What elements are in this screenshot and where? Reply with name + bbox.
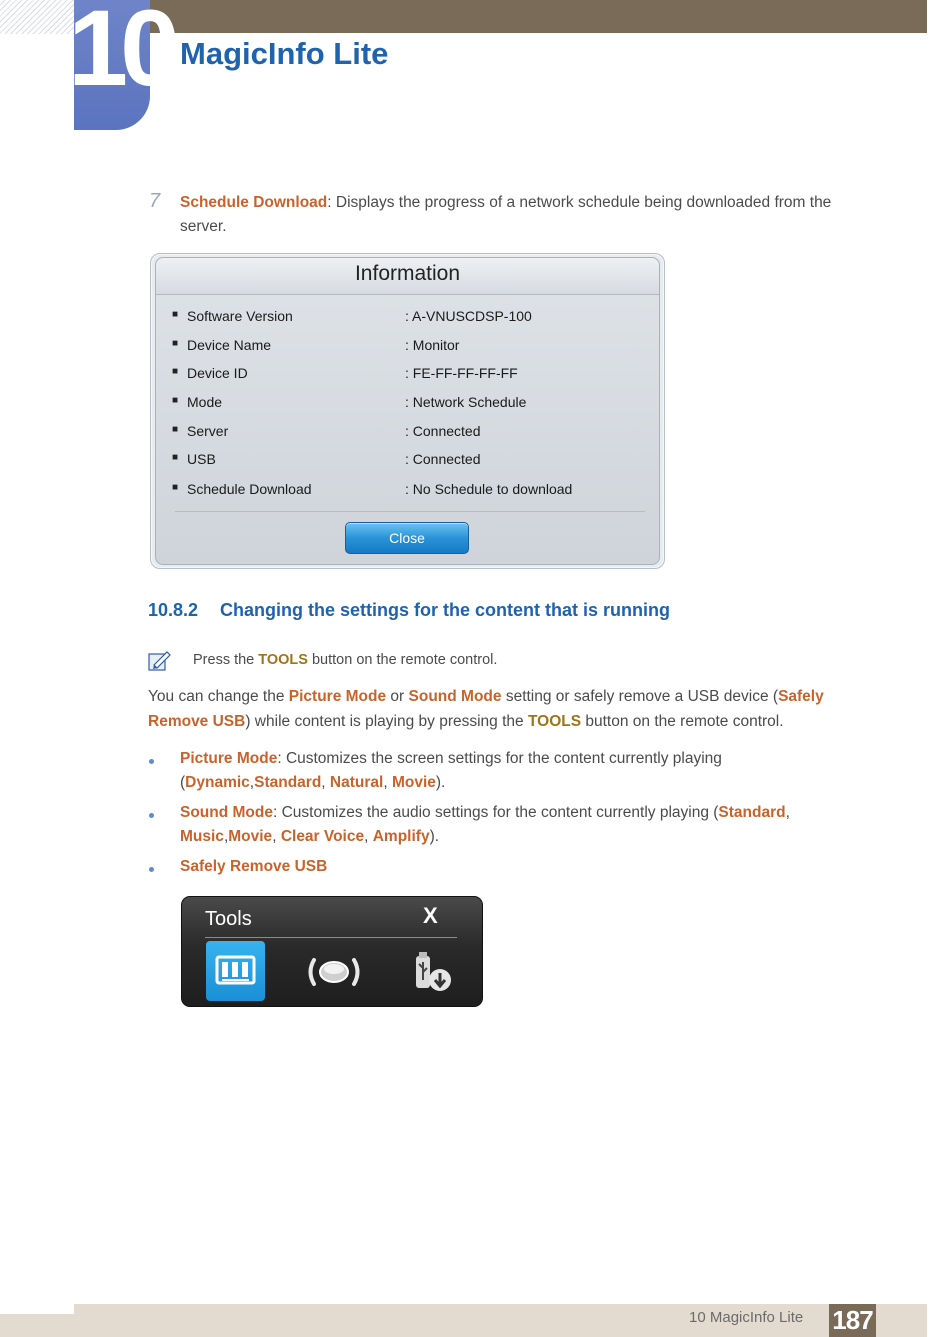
sound-mode-button[interactable] (305, 952, 363, 992)
info-row (172, 394, 642, 423)
bullet-icon: ■ (172, 482, 179, 494)
info-row-label: Device ID (187, 365, 248, 382)
info-row-value: : A-VNUSCDSP-100 (405, 308, 532, 324)
bullet-term: Picture Mode (180, 750, 278, 767)
term-picture-mode: Picture Mode (288, 688, 387, 705)
body-text: setting or safely remove a USB device ( (501, 688, 779, 705)
option-clear-voice: Clear Voice (280, 828, 365, 845)
note-pencil-icon (148, 650, 172, 672)
step-description (180, 191, 840, 239)
info-row-value: : FE-FF-FF-FF-FF (405, 365, 518, 382)
info-row (172, 365, 642, 394)
option-amplify: Amplify (372, 828, 430, 845)
bullet-icon: ■ (172, 452, 179, 464)
info-row-label: Mode (187, 394, 223, 411)
info-row-label: Software Version (187, 308, 293, 324)
info-row-label: Device Name (187, 336, 272, 353)
bullet-dot-icon (149, 867, 154, 872)
bullet-icon: ■ (172, 423, 179, 435)
info-row (172, 308, 642, 337)
info-row-value: : Monitor (405, 336, 460, 353)
safely-remove-usb-button[interactable] (410, 950, 455, 996)
info-row-value: : Connected (405, 451, 481, 468)
body-text: ) while content is playing by pressing the (245, 713, 528, 730)
tools-divider (205, 937, 457, 938)
bullet-dot-icon (149, 813, 154, 818)
info-row (172, 480, 642, 509)
note-prefix: Press the (193, 652, 259, 668)
body-text: or (386, 688, 409, 705)
step-text: : Displays the progress of a network schedule being downloaded from the (327, 194, 832, 211)
footer-left-bar (0, 1314, 74, 1337)
info-row (172, 423, 642, 452)
bullet-sound-mode: Sound Mode: Customizes the audio settings for the content currently playing (Standard, Music,Movie, Clear Voice, Amplify). (180, 804, 790, 845)
header-bar (150, 0, 927, 33)
bullet-picture-mode: Picture Mode: Customizes the screen settings for the content currently playing (Dynamic,Standard, Natural, Movie). (180, 750, 722, 791)
sound-mode-icon (305, 952, 363, 992)
bullet-icon: ■ (172, 395, 179, 407)
info-row (172, 451, 642, 480)
picture-mode-icon (206, 941, 265, 1001)
info-row-value: : No Schedule to download (405, 481, 573, 498)
term-sound-mode: Sound Mode (408, 688, 502, 705)
option-music: Music (180, 828, 224, 845)
section-title: Changing the settings for the content that is running (220, 600, 670, 620)
footer-chapter-label: 10 MagicInfo Lite (689, 1309, 804, 1326)
step-term: Schedule Download (180, 194, 328, 211)
term-remove-usb: Remove USB (148, 713, 246, 730)
note-key: TOOLS (258, 652, 308, 668)
bullet-icon: ■ (172, 337, 179, 349)
safely-remove-usb-icon (410, 950, 455, 996)
bullet-dot-icon (149, 759, 154, 764)
note-text (193, 648, 497, 672)
bullet-term: Sound Mode (180, 804, 273, 821)
bullet-term: Safely Remove USB (180, 858, 328, 875)
punct: ). (429, 828, 440, 845)
info-row-value: : Connected (405, 422, 481, 439)
step-number: 7 (149, 190, 161, 212)
option-dynamic: Dynamic (185, 774, 250, 791)
information-dialog-title: Information (354, 262, 461, 285)
bullet-text: : Customizes the audio settings for the content currently playing ( (273, 804, 719, 821)
info-row-label: Server (187, 422, 229, 439)
option-standard: Standard (254, 774, 322, 791)
step-text-cont: server. (180, 218, 227, 235)
close-icon[interactable]: X (423, 903, 438, 928)
bullet-icon: ■ (172, 309, 179, 320)
option-standard: Standard (718, 804, 786, 821)
section-number: 10.8.2 (148, 600, 199, 620)
info-row-label: Schedule Download (187, 481, 312, 498)
info-row-value: : Network Schedule (405, 394, 527, 411)
term-safely: Safely (778, 688, 824, 705)
page-number: 187 (829, 1304, 876, 1337)
tools-dialog-title: Tools (205, 908, 252, 930)
option-movie: Movie (391, 774, 436, 791)
body-text: You can change the (148, 688, 289, 705)
info-row (172, 337, 642, 366)
chapter-number: 10 (68, 0, 173, 108)
bullet-safely-remove-usb (180, 855, 327, 879)
chapter-title: MagicInfo Lite (180, 36, 389, 71)
punct: ( (180, 774, 186, 791)
info-row-label: USB (187, 451, 216, 468)
bullet-icon: ■ (172, 366, 179, 378)
dialog-divider (175, 511, 645, 512)
bullet-text: : Customizes the screen settings for the content currently playing (277, 750, 722, 767)
punct: ). (435, 774, 446, 791)
header-hatch-decoration (0, 0, 74, 34)
close-button[interactable]: Close (345, 522, 469, 554)
picture-mode-button[interactable] (206, 941, 265, 1001)
body-paragraph (148, 684, 838, 734)
option-natural: Natural (329, 774, 384, 791)
note-suffix: button on the remote control. (307, 652, 498, 668)
term-tools: TOOLS (527, 713, 582, 730)
body-text: button on the remote control. (581, 713, 784, 730)
information-list (172, 308, 642, 509)
option-movie: Movie (228, 828, 273, 845)
